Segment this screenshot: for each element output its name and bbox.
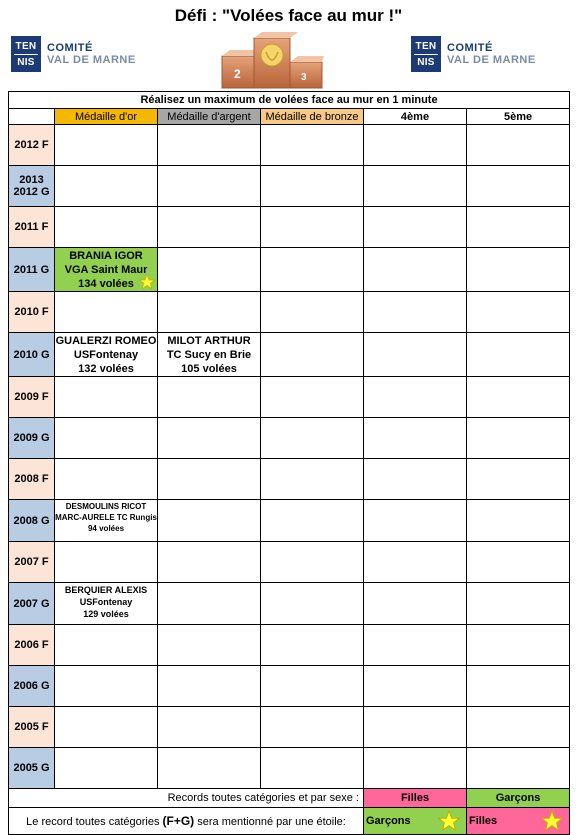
cell-4th	[364, 333, 467, 377]
category-label: 2011 F	[9, 207, 55, 248]
table-row	[9, 542, 570, 583]
category-label: 2009 G	[9, 418, 55, 459]
cell-gold	[55, 166, 158, 207]
record-filles-cell	[467, 808, 570, 835]
cell-5th	[467, 166, 570, 207]
header-gold: Médaille d'or	[55, 109, 158, 125]
logo-line2: VAL DE MARNE	[47, 54, 136, 66]
cell-gold	[55, 542, 158, 583]
star-icon	[438, 810, 460, 832]
cell-silver	[158, 248, 261, 292]
mention-text-after: sera mentionné par une étoile:	[194, 816, 346, 828]
cell-5th	[467, 707, 570, 748]
cell-bronze	[261, 542, 364, 583]
cell-bronze	[261, 748, 364, 789]
entry-score: 134 volées	[78, 278, 134, 290]
cell-5th	[467, 583, 570, 625]
cell-bronze	[261, 625, 364, 666]
mention-text-before: Le record toutes catégories	[26, 816, 163, 828]
cell-4th	[364, 707, 467, 748]
record-garcons-cell	[364, 808, 467, 835]
cell-bronze	[261, 666, 364, 707]
header-bronze: Médaille de bronze	[261, 109, 364, 125]
cell-5th	[467, 500, 570, 542]
cell-silver	[158, 207, 261, 248]
category-label: 2005 G	[9, 748, 55, 789]
cell-gold	[55, 207, 158, 248]
podium-number-3: 3	[301, 72, 307, 83]
cell-4th	[364, 459, 467, 500]
cell-silver	[158, 333, 261, 377]
podium-number-2: 2	[234, 67, 241, 81]
cell-5th	[467, 207, 570, 248]
entry-name: MILOT ARTHUR	[167, 335, 251, 347]
logo-tennis-bottom: NIS	[17, 56, 35, 68]
cell-silver	[158, 748, 261, 789]
cell-4th	[364, 292, 467, 333]
cell-gold	[55, 377, 158, 418]
cell-bronze	[261, 125, 364, 166]
category-label-line2: 2012 G	[13, 186, 50, 198]
logo-line1: COMITÉ	[447, 42, 493, 54]
star-icon	[139, 274, 155, 290]
category-label	[9, 166, 55, 207]
cell-silver	[158, 625, 261, 666]
cell-bronze	[261, 459, 364, 500]
category-label: 2011 G	[9, 248, 55, 292]
header-blank	[9, 109, 55, 125]
logo-tennis-top: TEN	[415, 40, 437, 52]
table-row	[9, 748, 570, 789]
category-label: 2005 F	[9, 707, 55, 748]
cell-5th	[467, 248, 570, 292]
cell-gold	[55, 625, 158, 666]
cell-silver	[158, 583, 261, 625]
results-grid	[8, 91, 569, 828]
table-row	[9, 125, 570, 166]
entry-club: USFontenay	[79, 597, 133, 607]
cell-4th	[364, 666, 467, 707]
category-label: 2008 G	[9, 500, 55, 542]
tennis-logo-icon	[411, 36, 441, 72]
table-row	[9, 500, 570, 542]
entry-club: VGA Saint Maur	[64, 264, 148, 276]
cell-gold	[55, 459, 158, 500]
category-label: 2010 G	[9, 333, 55, 377]
cell-silver	[158, 166, 261, 207]
table-row	[9, 418, 570, 459]
entry-score: 132 volées	[78, 363, 134, 375]
category-label: 2006 F	[9, 625, 55, 666]
banner: Réalisez un maximum de volées face au mur en 1 minute	[9, 92, 570, 109]
record-filles-label: Filles	[469, 815, 498, 827]
cell-5th	[467, 542, 570, 583]
entry-name: GUALERZI ROMEO	[55, 335, 157, 347]
category-label: 2010 F	[9, 292, 55, 333]
cell-gold	[55, 292, 158, 333]
category-label: 2006 G	[9, 666, 55, 707]
cell-silver	[158, 500, 261, 542]
cell-4th	[364, 377, 467, 418]
entry-club: TC Sucy en Brie	[166, 349, 252, 361]
mention-text	[9, 808, 364, 835]
cell-4th	[364, 166, 467, 207]
cell-4th	[364, 248, 467, 292]
cell-bronze	[261, 583, 364, 625]
cell-4th	[364, 748, 467, 789]
cell-gold	[55, 248, 158, 292]
table-row	[9, 377, 570, 418]
cell-silver	[158, 666, 261, 707]
records-filles-header: Filles	[364, 789, 467, 808]
category-label: 2008 F	[9, 459, 55, 500]
records-text: Records toutes catégories et par sexe :	[9, 789, 364, 808]
records-garcons-header: Garçons	[467, 789, 570, 808]
table-row	[9, 666, 570, 707]
cell-bronze	[261, 418, 364, 459]
tennis-logo-icon	[11, 36, 41, 72]
cell-silver	[158, 542, 261, 583]
cell-5th	[467, 748, 570, 789]
cell-bronze	[261, 248, 364, 292]
entry-club: MARC-AURELE TC Rungis	[55, 513, 157, 522]
cell-gold	[55, 333, 158, 377]
logo-tennis-top: TEN	[15, 40, 37, 52]
cell-gold	[55, 748, 158, 789]
cell-bronze	[261, 500, 364, 542]
star-icon	[541, 810, 563, 832]
category-label: 2007 G	[9, 583, 55, 625]
cell-gold	[55, 583, 158, 625]
podium-icon	[220, 28, 324, 90]
table-row	[9, 459, 570, 500]
cell-silver	[158, 292, 261, 333]
cell-silver	[158, 418, 261, 459]
cell-bronze	[261, 207, 364, 248]
entry-score: 129 volées	[83, 609, 129, 619]
table-row	[9, 625, 570, 666]
cell-4th	[364, 625, 467, 666]
cell-bronze	[261, 166, 364, 207]
logo-line2: VAL DE MARNE	[447, 54, 536, 66]
entry-score: 94 volées	[87, 524, 125, 533]
mention-fg: (F+G)	[162, 814, 195, 828]
entry-name: BERQUIER ALEXIS	[64, 585, 148, 595]
cell-silver	[158, 377, 261, 418]
cell-silver	[158, 707, 261, 748]
entry-name: BRANIA IGOR	[69, 250, 143, 262]
page-title: Défi : "Volées face au mur !"	[174, 6, 403, 25]
cell-silver	[158, 459, 261, 500]
cell-5th	[467, 418, 570, 459]
record-garcons-label: Garçons	[366, 815, 411, 827]
table-row	[9, 583, 570, 625]
cell-gold	[55, 418, 158, 459]
cell-5th	[467, 333, 570, 377]
category-label: 2012 F	[9, 125, 55, 166]
cell-4th	[364, 207, 467, 248]
entry-club: USFontenay	[73, 349, 139, 361]
cell-5th	[467, 292, 570, 333]
cell-bronze	[261, 292, 364, 333]
cell-gold	[55, 707, 158, 748]
cell-5th	[467, 459, 570, 500]
table-row	[9, 248, 570, 292]
cell-gold	[55, 500, 158, 542]
cell-5th	[467, 125, 570, 166]
entry-score: 105 volées	[181, 363, 237, 375]
logo-line1: COMITÉ	[47, 42, 93, 54]
logo-comite-right	[411, 36, 536, 72]
cell-bronze	[261, 333, 364, 377]
table-row	[9, 707, 570, 748]
logo-tennis-bottom: NIS	[417, 56, 435, 68]
header-5th: 5ème	[467, 109, 570, 125]
header-4th: 4ème	[364, 109, 467, 125]
category-label: 2007 F	[9, 542, 55, 583]
category-label-line1: 2013	[19, 174, 44, 186]
cell-4th	[364, 583, 467, 625]
cell-gold	[55, 666, 158, 707]
table-row	[9, 292, 570, 333]
cell-4th	[364, 418, 467, 459]
table-row	[9, 207, 570, 248]
cell-silver	[158, 125, 261, 166]
cell-bronze	[261, 707, 364, 748]
cell-4th	[364, 500, 467, 542]
cell-4th	[364, 542, 467, 583]
header-silver: Médaille d'argent	[158, 109, 261, 125]
cell-5th	[467, 666, 570, 707]
logo-comite-text	[47, 42, 136, 66]
cell-gold	[55, 125, 158, 166]
table-row	[9, 333, 570, 377]
cell-5th	[467, 377, 570, 418]
entry-name: DESMOULINS RICOT	[65, 502, 147, 511]
table-row	[9, 166, 570, 207]
cell-5th	[467, 625, 570, 666]
logo-comite-text	[447, 42, 536, 66]
cell-4th	[364, 125, 467, 166]
category-label: 2009 F	[9, 377, 55, 418]
cell-bronze	[261, 377, 364, 418]
logo-comite-left	[11, 36, 136, 72]
